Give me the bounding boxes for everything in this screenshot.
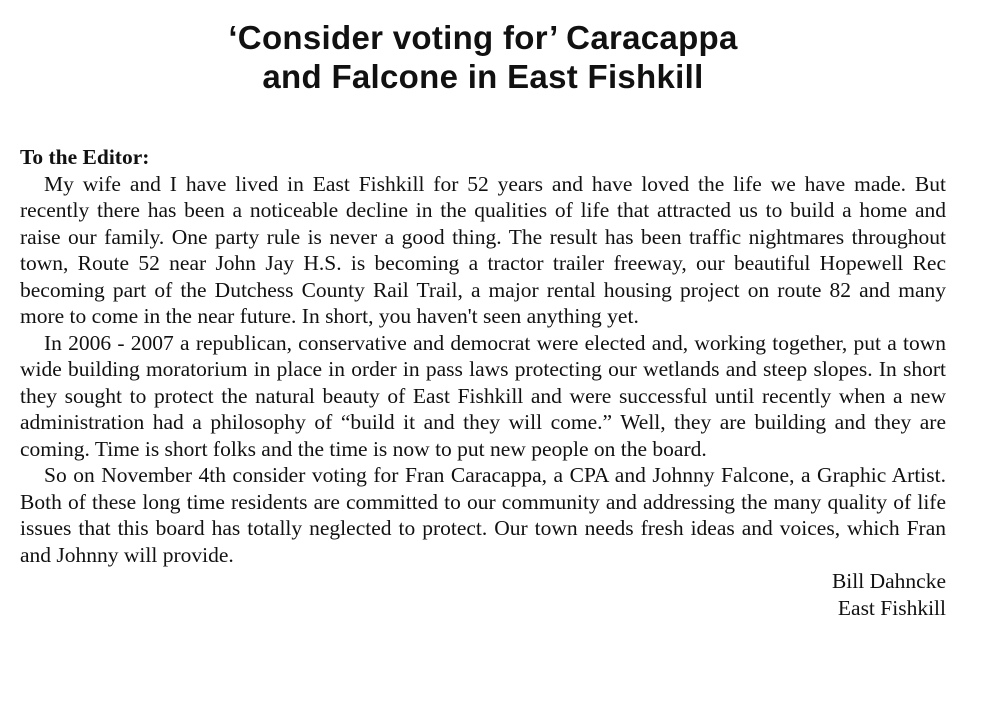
letter-page	[20, 18, 946, 621]
paragraph-2: In 2006 - 2007 a republican, conservative and democrat were elected and, working together, put a town wide building moratorium in place in order in pass laws protecting our wetlands and steep slopes. In short they sought to protect the natural beauty of East Fishkill and were successful until recently when a new administration had a philosophy of “build it and they will come.” Well, they are building and they are coming. Time is short folks and the time is now to put new people on the board.	[20, 330, 946, 461]
headline-line-2: and Falcone in East Fishkill	[262, 58, 704, 95]
signature-location: East Fishkill	[837, 595, 946, 620]
paragraph-3: So on November 4th consider voting for Fran Caracappa, a CPA and Johnny Falcone, a Graphic Artist. Both of these long time residents are committed to our community and addressing the many quality of life issues that this board has totally neglected to protect. Our town needs fresh ideas and voices, which Fran and Johnny will provide.	[20, 463, 946, 567]
headline	[20, 18, 946, 96]
signature-block	[20, 568, 946, 621]
headline-line-1: ‘Consider voting for’ Caracappa	[228, 19, 738, 56]
paragraph-1: My wife and I have lived in East Fishkill for 52 years and have loved the life we have made. But recently there has been a noticeable decline in the qualities of life that attracted us to build a home and raise our family. One party rule is never a good thing. The result has been traffic nightmares throughout town, Route 52 near John Jay H.S. is becoming a tractor trailer freeway, our beautiful Hopewell Rec becoming part of the Dutchess County Rail Trail, a major rental housing project on route 82 and many more to come in the near future. In short, you haven't seen anything yet.	[20, 171, 946, 328]
letter-body	[20, 144, 946, 621]
salutation: To the Editor:	[20, 145, 150, 169]
signature-name: Bill Dahncke	[831, 569, 946, 593]
